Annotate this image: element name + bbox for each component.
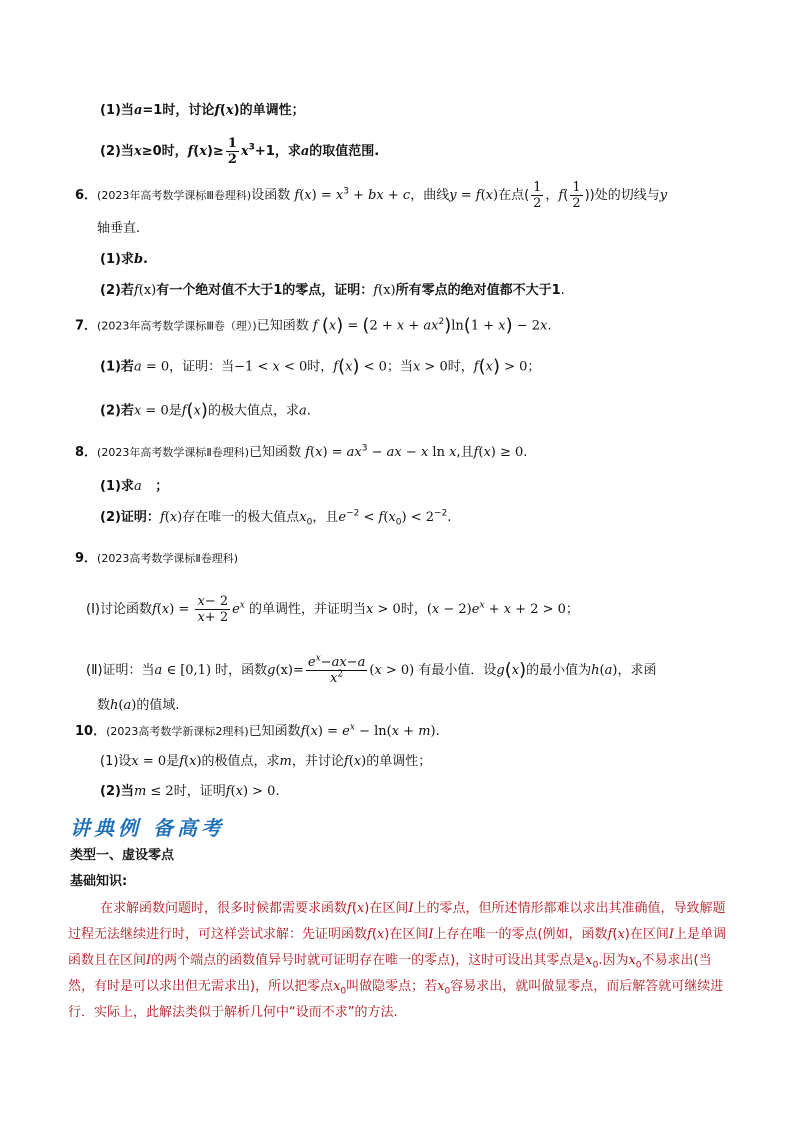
q6-part1: (1)求b.: [100, 252, 148, 267]
q8-part1: (1)求a ；: [100, 479, 169, 494]
q10-part2: (2)当m ≤ 2时，证明f(x) > 0.: [100, 784, 280, 799]
q7-stem: 7．(2023年高考数学课标Ⅲ卷（理）)已知函数 f $(x) = (2 + x + ax^2)\ln(1 + x) - 2x$.: [75, 315, 552, 336]
q9-part2-cont: 数h(a)的值域.: [97, 698, 180, 713]
p5-part1: (1)当a=1时，讨论f(x)的单调性；: [100, 103, 305, 118]
basic-knowledge-paragraph: 在求解函数问题时，很多时候都需要求函数f(x)在区间I上的零点，但所述情形都难以求出其准确值，导致解题过程无法继续进行时，可这样尝试求解：先证明函数f(x)在区间I上存在唯一的零点(例如，函数f(x)在区间I上是单调函数且在区间I的两个端点的函数值异号时就可证明存在唯一的零点)，这时可设出其零点是$x_0$.因为$x_0$不易求出(当然，有时是可以求出但无需求出)，所以把零点$x_0$叫做隐零点；若$x_0$容易求出，就叫做显零点，而后解答就可继续进行．实际上，此解法类似于解析几何中“设而不求”的方法.: [68, 901, 727, 1020]
q9-part1: (Ⅰ)讨论函数f(x) = $\frac{x- 2}{x+ 2}$ $e^x$ 的单调性，并证明当x > 0时，$(x - 2)e^x + x + 2 > 0$；: [86, 594, 579, 625]
type-heading: 类型一、虚设零点: [70, 848, 175, 863]
basic-knowledge-label: 基础知识:: [70, 874, 128, 889]
q10-part1: (1)设x = 0是f(x)的极值点，求m，并讨论f(x)的单调性；: [100, 754, 432, 769]
q9-part2: (Ⅱ)证明：当a ∈ [0,1) 时，函数g(x)= $\frac{e^x-ax-a}{x^2}$ (x > 0) 有最小值．设g(x)的最小值为h(a)，求函: [86, 653, 657, 686]
q10-stem: 10．(2023高考数学新课标2理科)已知函数$f(x) = e^x - \ln(x + m)$.: [75, 722, 440, 739]
q8-stem: 8．(2023年高考数学课标Ⅱ卷理科)已知函数 $f(x) = ax^3$ − ax − x ln x,且f(x) ≥ 0.: [75, 443, 528, 460]
q8-part2: (2)证明：f(x)存在唯一的极大值点$x_0$，且$e^{-2} < f(x_0) < 2^{-2}$.: [100, 508, 452, 528]
q6-stem: 6．(2023年高考数学课标Ⅲ卷理科)设函数 $f(x) = x^3$ + bx + c，曲线y = f(x)在点( $\frac{1}{2}$ ，f( $\frac{1}{2}$ ))处的切线与y: [75, 180, 668, 211]
q6-stem-cont: 轴垂直.: [97, 221, 141, 236]
section-heading: 讲典例 备高考: [70, 816, 225, 840]
q7-part2: (2)若x = 0是f(x)的极大值点，求a.: [100, 400, 311, 421]
q7-part1: (1)若a = 0，证明：当−1 < x < 0时，f(x) < 0；当x > 0时，f(x) > 0；: [100, 356, 541, 377]
q6-part2: (2)若f(x)有一个绝对值不大于1的零点，证明：f(x)所有零点的绝对值都不大于1.: [100, 283, 565, 298]
p5-part2: (2)当x≥0时，f(x)≥ $\frac{1}{2}$ $x^3+1$，求a的取值范围.: [100, 136, 380, 167]
q9-stem: 9．(2023高考数学课标Ⅱ卷理科): [75, 551, 239, 566]
